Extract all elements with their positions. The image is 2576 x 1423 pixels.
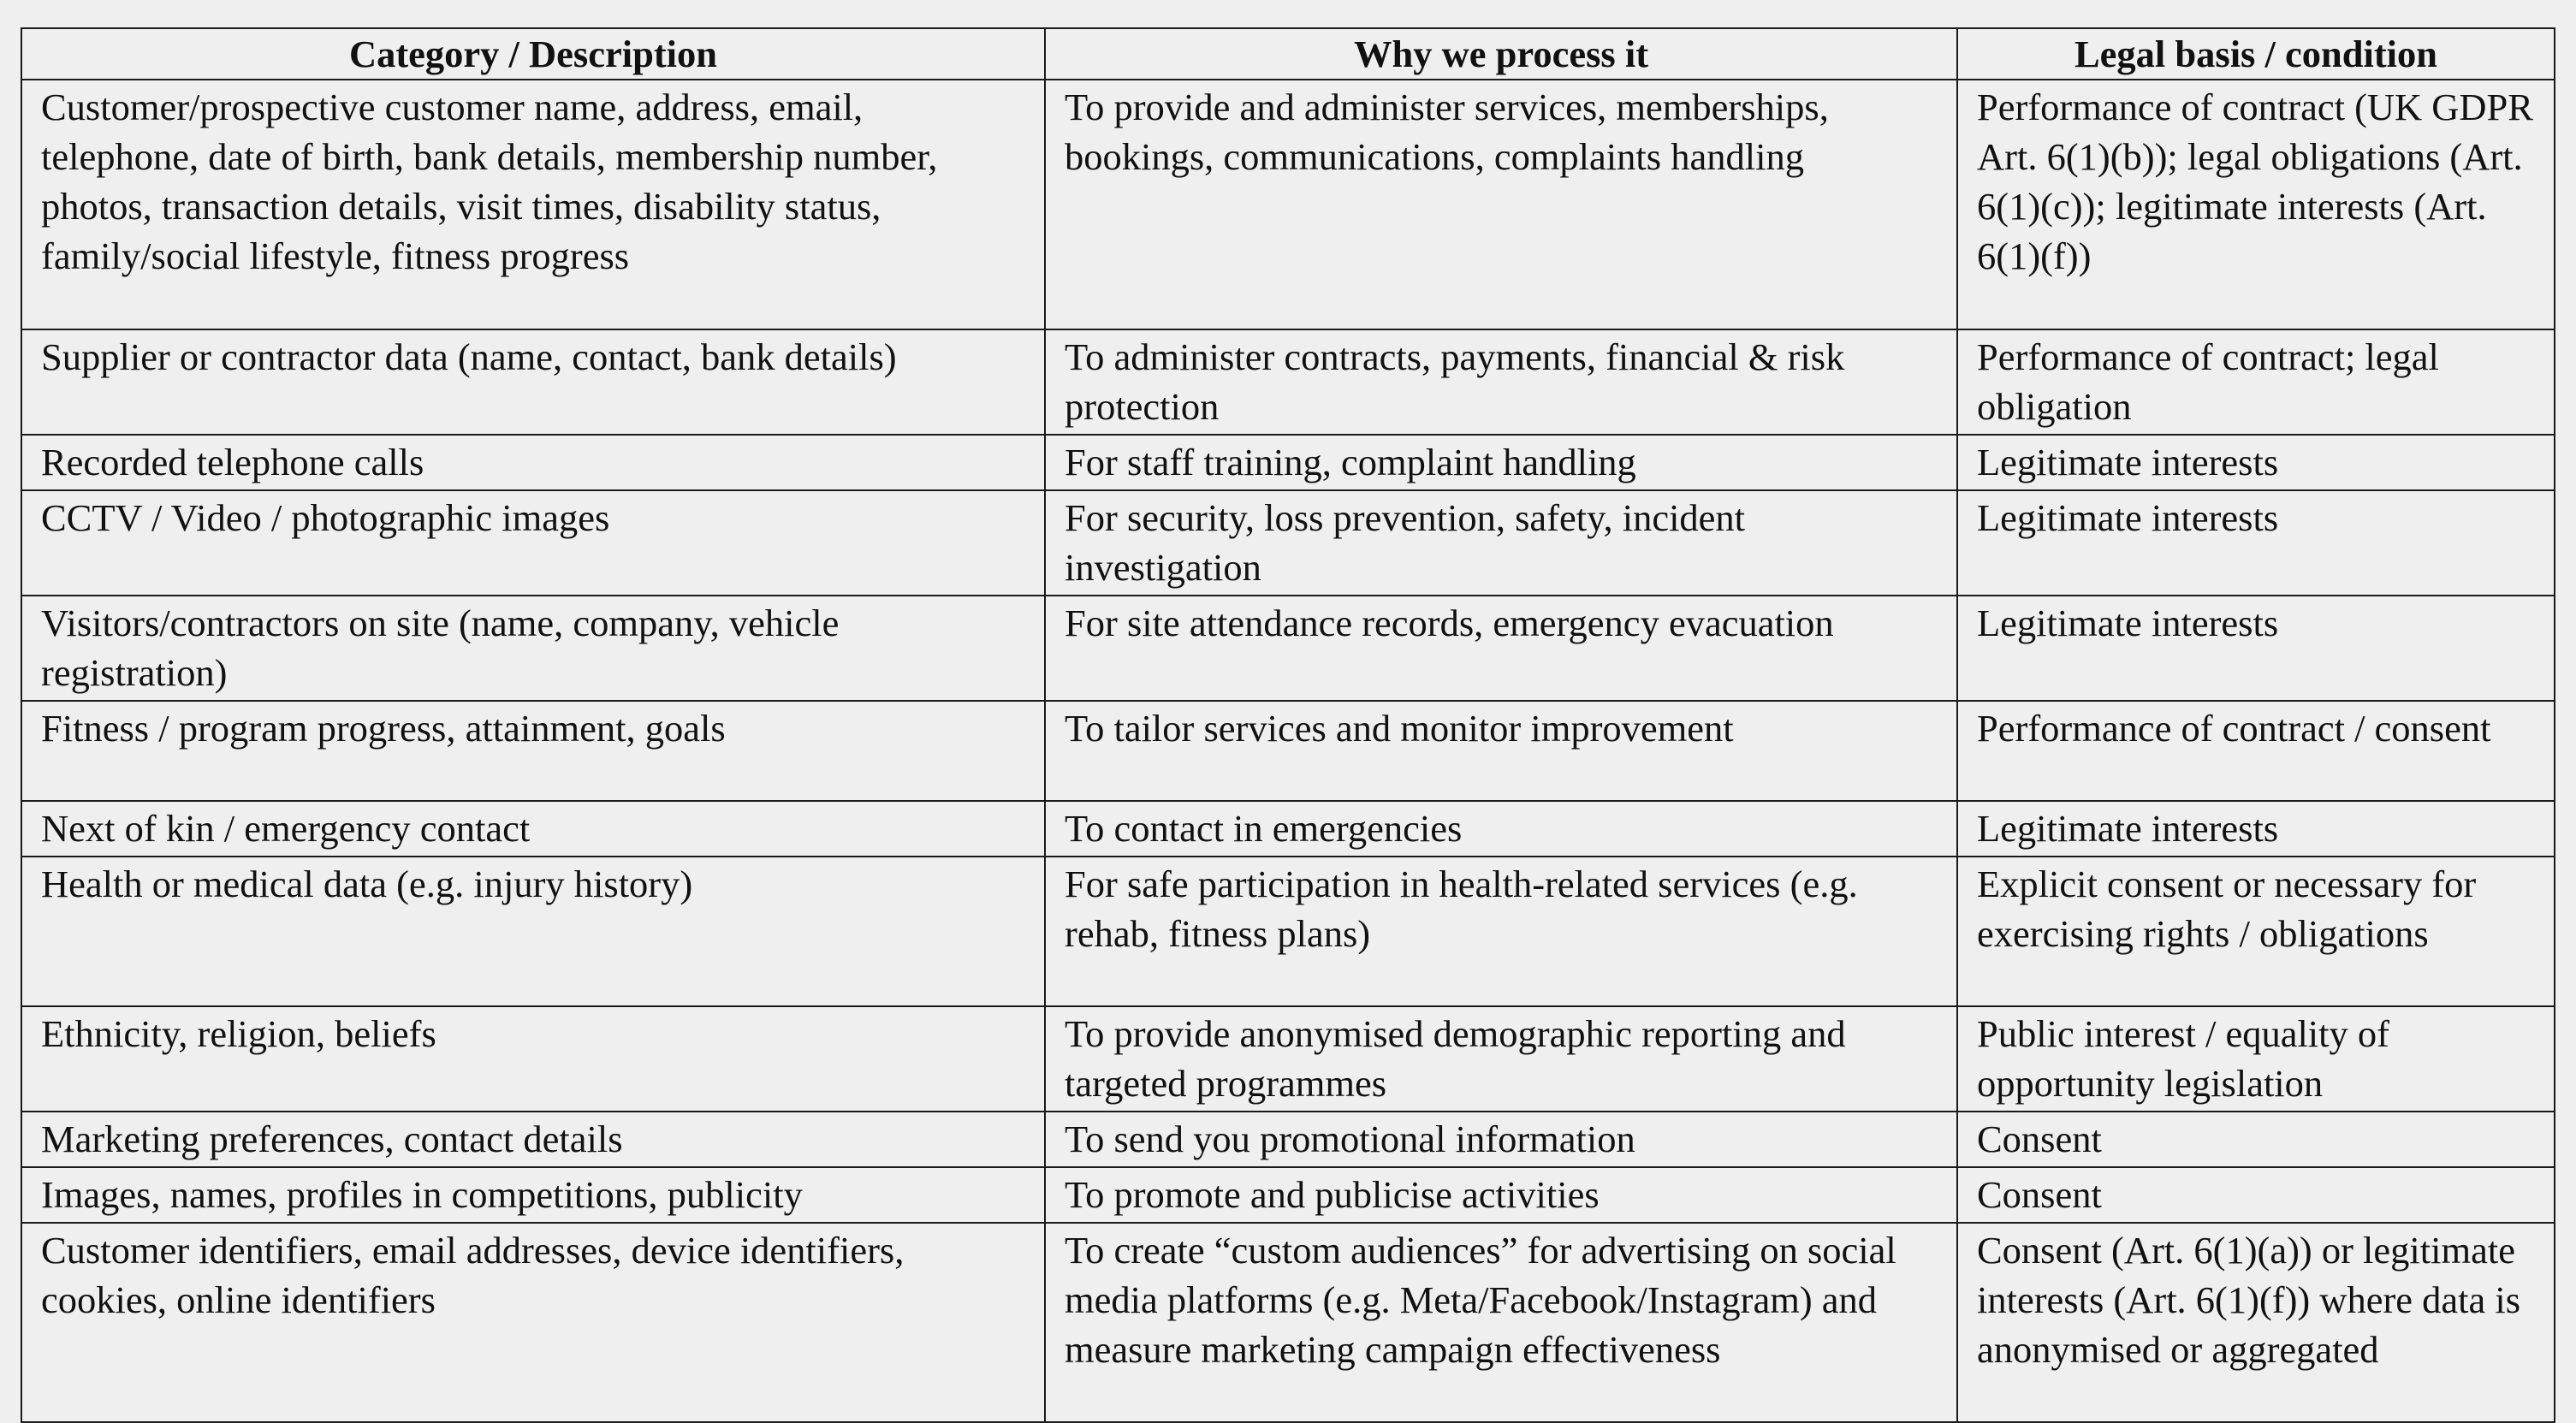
header-category: Category / Description: [21, 28, 1045, 80]
table-row: [21, 1167, 2555, 1223]
purpose-cell: To administer contracts, payments, financial & risk protection: [1045, 329, 1957, 435]
category-cell: Images, names, profiles in competitions, publicity: [21, 1167, 1045, 1223]
table-row: [21, 435, 2555, 490]
legal-basis-cell: Consent: [1957, 1167, 2555, 1223]
header-legal-basis: Legal basis / condition: [1957, 28, 2555, 80]
table-row: [21, 490, 2555, 596]
purpose-cell: To send you promotional information: [1045, 1112, 1957, 1167]
legal-basis-cell: Public interest / equality of opportunity legislation: [1957, 1006, 2555, 1112]
purpose-cell: For security, loss prevention, safety, incident investigation: [1045, 490, 1957, 596]
legal-basis-cell: Explicit consent or necessary for exercising rights / obligations: [1957, 857, 2555, 1006]
table-row: [21, 857, 2555, 1006]
purpose-cell: For staff training, complaint handling: [1045, 435, 1957, 490]
legal-basis-cell: Consent: [1957, 1112, 2555, 1167]
category-cell: Customer identifiers, email addresses, device identifiers, cookies, online identifiers: [21, 1223, 1045, 1422]
document-page: [21, 27, 2554, 1423]
table-row: [21, 329, 2555, 435]
legal-basis-cell: Performance of contract / consent: [1957, 701, 2555, 801]
table-row: [21, 596, 2555, 701]
category-cell: Visitors/contractors on site (name, company, vehicle registration): [21, 596, 1045, 701]
legal-basis-cell: Legitimate interests: [1957, 596, 2555, 701]
purpose-cell: For safe participation in health-related services (e.g. rehab, fitness plans): [1045, 857, 1957, 1006]
legal-basis-cell: Legitimate interests: [1957, 801, 2555, 857]
purpose-cell: To provide and administer services, memberships, bookings, communications, complaints handling: [1045, 80, 1957, 329]
category-cell: Customer/prospective customer name, address, email, telephone, date of birth, bank details, membership number, photos, transaction details, visit times, disability status, family/social lifestyle, fitness progress: [21, 80, 1045, 329]
category-cell: Ethnicity, religion, beliefs: [21, 1006, 1045, 1112]
legal-basis-cell: Performance of contract; legal obligation: [1957, 329, 2555, 435]
purpose-cell: To promote and publicise activities: [1045, 1167, 1957, 1223]
legal-basis-cell: Performance of contract (UK GDPR Art. 6(1)(b)); legal obligations (Art. 6(1)(c)); legitimate interests (Art. 6(1)(f)): [1957, 80, 2555, 329]
data-processing-table: [21, 27, 2555, 1423]
table-row: [21, 80, 2555, 329]
header-purpose: Why we process it: [1045, 28, 1957, 80]
purpose-cell: To tailor services and monitor improvement: [1045, 701, 1957, 801]
legal-basis-cell: Consent (Art. 6(1)(a)) or legitimate interests (Art. 6(1)(f)) where data is anonymised or aggregated: [1957, 1223, 2555, 1422]
category-cell: Health or medical data (e.g. injury history): [21, 857, 1045, 1006]
table-row: [21, 1006, 2555, 1112]
table-row: [21, 1112, 2555, 1167]
legal-basis-cell: Legitimate interests: [1957, 435, 2555, 490]
table-row: [21, 701, 2555, 801]
legal-basis-cell: Legitimate interests: [1957, 490, 2555, 596]
table-row: [21, 1223, 2555, 1422]
category-cell: Recorded telephone calls: [21, 435, 1045, 490]
purpose-cell: To provide anonymised demographic reporting and targeted programmes: [1045, 1006, 1957, 1112]
category-cell: Fitness / program progress, attainment, goals: [21, 701, 1045, 801]
purpose-cell: To contact in emergencies: [1045, 801, 1957, 857]
purpose-cell: To create “custom audiences” for advertising on social media platforms (e.g. Meta/Facebook/Instagram) and measure marketing campaign effectiveness: [1045, 1223, 1957, 1422]
table-row: [21, 801, 2555, 857]
category-cell: Next of kin / emergency contact: [21, 801, 1045, 857]
category-cell: Supplier or contractor data (name, contact, bank details): [21, 329, 1045, 435]
category-cell: Marketing preferences, contact details: [21, 1112, 1045, 1167]
category-cell: CCTV / Video / photographic images: [21, 490, 1045, 596]
table-header-row: [21, 28, 2555, 80]
purpose-cell: For site attendance records, emergency evacuation: [1045, 596, 1957, 701]
